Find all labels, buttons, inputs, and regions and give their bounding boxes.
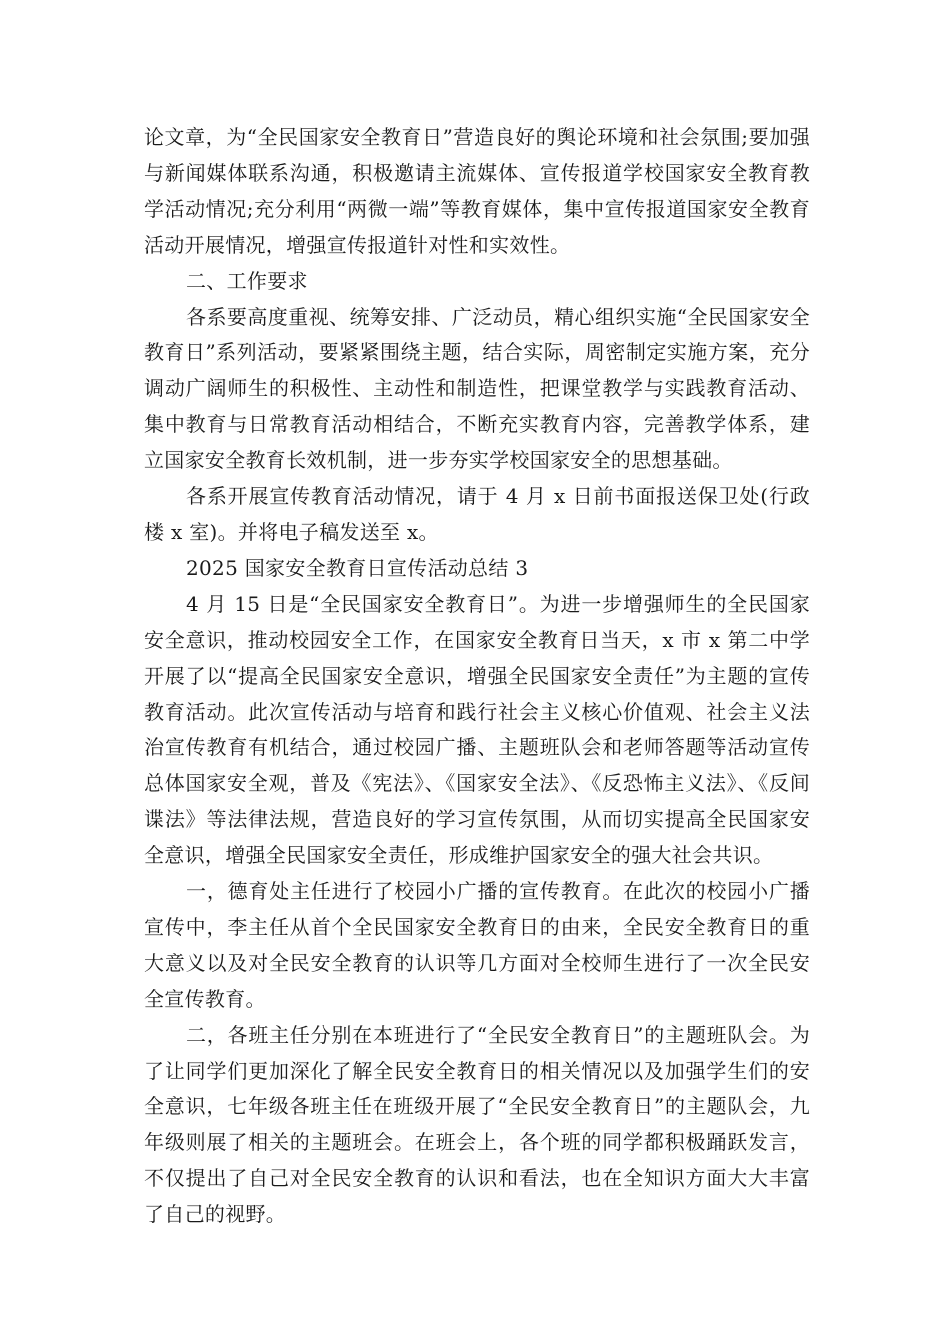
paragraph-7: 一，德育处主任进行了校园小广播的宣传教育。在此次的校园小广播宣传中，李主任从首个全民国家安全教育日的由来，全民安全教育日的重大意义以及对全民安全教育的认识等几方面对全校师生进行了一次全民安全宣传教育。 [144, 879, 810, 1011]
paragraph-8: 二，各班主任分别在本班进行了“全民安全教育日”的主题班队会。为了让同学们更加深化了解全民安全教育日的相关情况以及加强学生们的安全意识，七年级各班主任在班级开展了“全民安全教育日”的主题队会，九年级则展了相关的主题班会。在班会上，各个班的同学都积极踊跃发言，不仅提出了自己对全民安全教育的认识和看法，也在全知识方面大大丰富了自己的视野。 [144, 1022, 810, 1227]
section-title-summary-3: 2025 国家安全教育日宣传活动总结 3 [186, 555, 529, 580]
paragraph-6: 4 月 15 日是“全民国家安全教育日”。为进一步增强师生的全民国家安全意识，推动校园安全工作，在国家安全教育日当天，x 市 x 第二中学开展了以“提高全民国家安全意识，增强全民国家安全责任”为主题的宣传教育活动。此次宣传活动与培育和践行社会主义核心价值观、社会主义法治宣传教育有机结合，通过校园广播、主题班队会和老师答题等活动宣传总体国家安全观，普及《宪法》、《国家安全法》、《反恐怖主义法》、《反间谍法》等法律法规，营造良好的学习宣传氛围，从而切实提高全民国家安全意识，增强全民国家安全责任，形成维护国家安全的强大社会共识。 [144, 591, 810, 868]
paragraph-4: 各系开展宣传教育活动情况，请于 4 月 x 日前书面报送保卫处(行政楼 x 室)。并将电子稿发送至 x。 [144, 484, 810, 544]
section-heading-work-requirements: 二、工作要求 [186, 268, 308, 293]
paragraph-1: 论文章，为“全民国家安全教育日”营造良好的舆论环境和社会氛围;要加强与新闻媒体联系沟通，积极邀请主流媒体、宣传报道学校国家安全教育教学活动情况;充分利用“两微一端”等教育媒体，集中宣传报道国家安全教育活动开展情况，增强宣传报道针对性和实效性。 [144, 125, 810, 257]
document-page [144, 120, 810, 1233]
paragraph-3: 各系要高度重视、统筹安排、广泛动员，精心组织实施“全民国家安全教育日”系列活动，要紧紧围绕主题，结合实际，周密制定实施方案，充分调动广阔师生的积极性、主动性和制造性，把课堂教学与实践教育活动、集中教育与日常教育活动相结合，不断充实教育内容，完善教学体系，建立国家安全教育长效机制，进一步夯实学校国家安全的思想基础。 [144, 304, 810, 473]
